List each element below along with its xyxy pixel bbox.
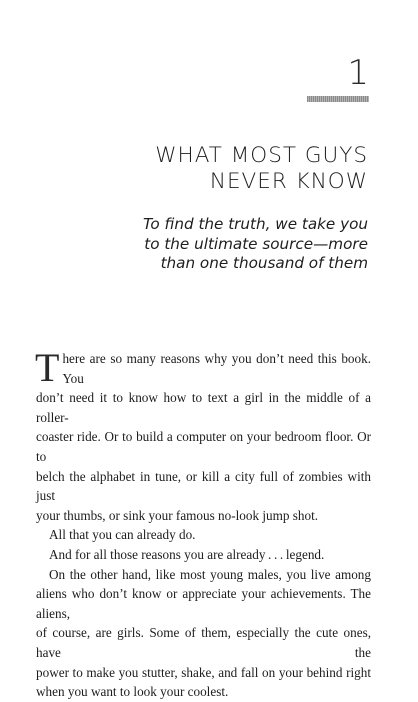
text-line: when you want to look your coolest. xyxy=(36,684,229,700)
text-line: of course, are girls. Some of them, especially the cute ones, have the xyxy=(36,625,371,660)
drop-cap: T xyxy=(35,345,60,390)
chapter-title-line: WHAT MOST GUYS xyxy=(155,143,368,168)
subtitle-line: To find the truth, we take you xyxy=(143,215,368,233)
paragraph-1 xyxy=(35,345,371,525)
text-line: belch the alphabet in tune, or kill a city full of zombies with just xyxy=(36,468,371,504)
text-line: On the other hand, like most young males, you live among xyxy=(49,566,371,582)
chapter-subtitle xyxy=(143,215,368,274)
subtitle-line: than one thousand of them xyxy=(160,254,368,272)
text-line: aliens who don’t know or appreciate your achievements. The aliens, xyxy=(36,586,371,621)
text-line: here are so many reasons why you don’t need this book. You xyxy=(62,351,371,386)
paragraph-2: All that you can already do. xyxy=(49,527,196,543)
paragraph-3: And for all those reasons you are already . . . legend. xyxy=(49,546,325,562)
text-line: coaster ride. Or to build a computer on your bedroom floor. Or to xyxy=(36,429,371,464)
text-line: your thumbs, or sink your famous no-look jump shot. xyxy=(36,507,319,523)
subtitle-line: to the ultimate source—more xyxy=(144,234,368,253)
chapter-title-line: NEVER KNOW xyxy=(209,169,368,194)
paragraph-4 xyxy=(36,565,371,702)
body-text xyxy=(35,345,371,702)
text-line: don’t need it to know how to text a girl in the middle of a roller- xyxy=(36,390,371,425)
chapter-title xyxy=(155,143,368,195)
chapter-number: 1 xyxy=(347,53,369,93)
text-line: power to make you stutter, shake, and fall on your behind right xyxy=(36,664,371,680)
chapter-rule-divider xyxy=(307,96,369,102)
